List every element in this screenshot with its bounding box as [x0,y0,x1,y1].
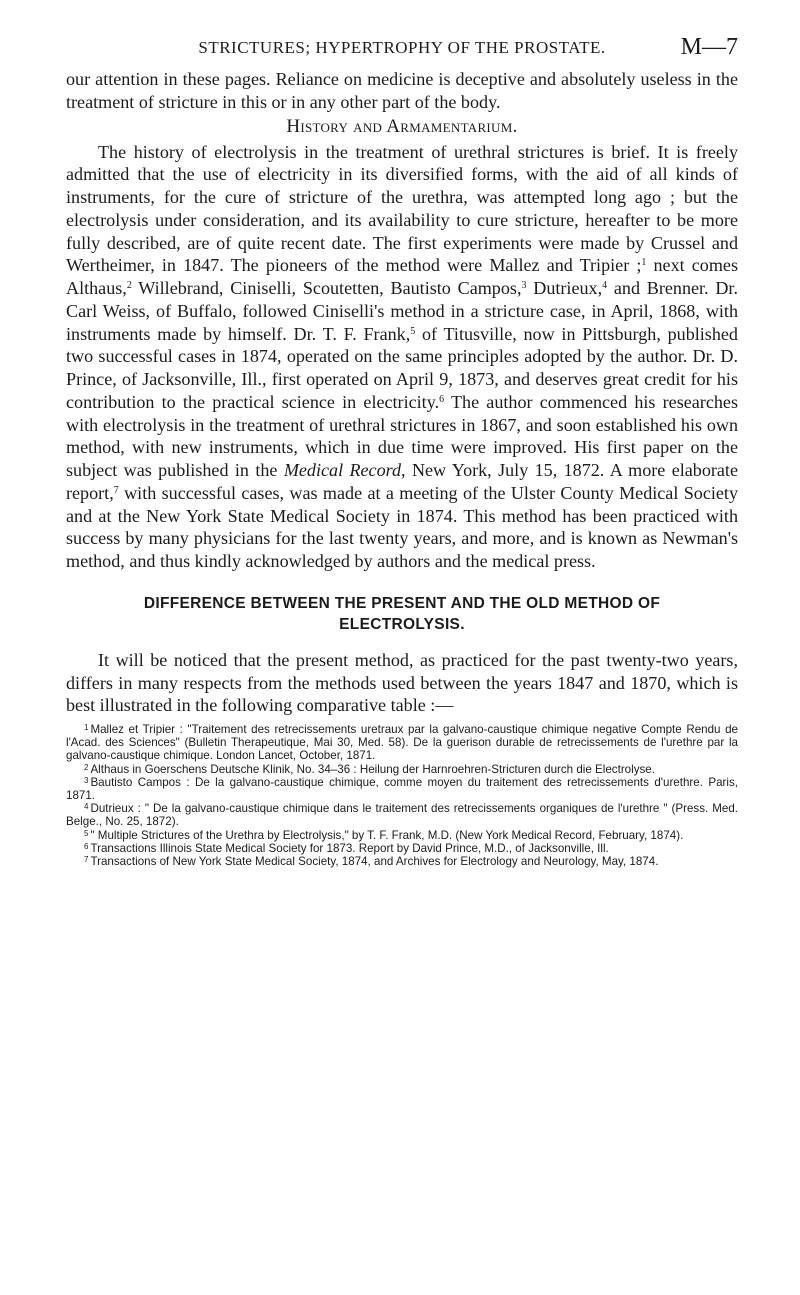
footnote-mark: 2 [84,762,89,772]
section-heading-history: History and Armamentarium. [286,115,518,137]
history-text-1: The history of electrolysis in the treatment of urethral strictures is brief. It is freely admitted that the use of electricity in its diversified forms, with the aid of all kinds of instruments, for the cure of stricture of the urethra, was attempted long ago ; but the electrolysis under consideration, and its availability to cure stricture, hereafter to be more fully described, are of quite recent date. The first experiments were made by Crussel and Wertheimer, in 1847. The pioneers of the method were Mallez and Tripier ; [66,141,738,276]
ref-1: 1 [641,257,647,269]
ref-7: 7 [113,484,119,496]
footnote [66,842,738,855]
footnote [66,763,738,776]
difference-paragraph: It will be noticed that the present method, as practiced for the past twenty-two years, differs in many respects from the methods used between the years 1847 and 1870, which is best illustrated in the following comparative table :— [66,649,738,716]
footnote-mark: 4 [84,802,89,812]
footnote-text: Mallez et Tripier : "Traitement des retrecissements uretraux par la galvano-caustique chimique negative Compte Rendu de l'Acad. des Sciences" (Bulletin Therapeutique, Mai 30, Med. 58). De la guerison durable de retrecissements de l'urethre par la galvano-caustique chimique. London Lancet, October, 1871. [66,723,738,763]
history-text-2: next comes Althaus, [66,255,738,298]
ref-4: 4 [602,280,608,291]
page [66,34,738,869]
difference-heading-line-1: DIFFERENCE BETWEEN THE PRESENT AND THE OLD METHOD OF [143,594,661,612]
ref-3: 3 [521,280,527,291]
footnote-mark: 5 [84,828,89,838]
intro-paragraph: our attention in these pages. Reliance on medicine is deceptive and absolutely useless in the treatment of stricture in this or in any other part of the body. [66,69,738,112]
section-heading-difference [66,593,738,635]
page-number: M—7 [680,34,738,60]
ref-6: 6 [439,393,445,405]
ref-2: 2 [126,280,132,291]
footnote-mark: 7 [84,855,89,865]
journal-title: Medical Record [283,460,402,480]
footnote-text: " Multiple Strictures of the Urethra by Electrolysis," by T. F. Frank, M.D. (New York Medical Record, February, 1874). [90,828,684,842]
ref-5: 5 [410,325,416,337]
footnote-text: Dutrieux : " De la galvano-caustique chimique dans le traitement des retrecissements organiques de l'urethre " (Press. Med. Belge., No. 25, 1872). [66,802,738,829]
footnote-text: Bautisto Campos : De la galvano-caustique chimique, comme moyen du traitement des retrecissements d'urethre. Paris, 1871. [66,775,738,803]
footnote-mark: 6 [84,841,89,851]
history-text-6: of Titusville, now in Pittsburgh, published two successful cases in 1874, operated on the same principles adopted by the author. Dr. D. Prince, of Jacksonville, Ill., first operated on April 9, 1873, and deserves great credit for his contribution to the practical science in electricity. [66,323,738,412]
footnotes [66,723,738,868]
footnote [66,829,738,842]
footnote [66,802,738,828]
history-text-5: and Brenner. Dr. Carl Weiss, of Buffalo, followed Ciniselli's method in a stricture case, in April, 1868, with instruments made by himself. Dr. T. F. Frank, [66,278,738,344]
running-title: STRICTURES; HYPERTROPHY OF THE PROSTATE. [198,38,606,57]
history-text-4: Dutrieux, [526,278,603,298]
difference-heading-line-2: ELECTROLYSIS. [339,615,465,633]
running-head [66,34,738,68]
footnote-mark: 1 [84,723,89,732]
footnote-text: Transactions of New York State Medical Society, 1874, and Archives for Electrology and Neurology, May, 1874. [90,855,659,869]
history-text-8: , New York, July 15, 1872. A more elaborate report, [66,460,738,503]
history-text-3: Willebrand, Ciniselli, Scoutetten, Bautisto Campos, [131,278,522,298]
footnote-text: Althaus in Goerschens Deutsche Klinik, No. 34–36 : Heilung der Harnroehren-Stricturen durch die Electrolyse. [90,762,655,776]
footnote [66,855,738,868]
history-paragraph [66,141,738,573]
history-text-7: The author commenced his researches with electrolysis in the treatment of urethral strictures in 1867, and soon established his own method, with new instruments, which in due time were improved. His first paper on the subject was published in the [66,391,738,480]
footnote-mark: 3 [84,775,89,785]
footnote [66,776,738,802]
footnote [66,723,738,763]
history-text-9: with successful cases, was made at a meeting of the Ulster County Medical Society and at the New York State Medical Society in 1874. This method has been practiced with success by many physicians for the last twenty years, and more, and is known as Newman's method, and thus kindly acknowledged by authors and the medical press. [66,482,738,571]
footnote-text: Transactions Illinois State Medical Society for 1873. Report by David Prince, M.D., of Jacksonville, Ill. [90,841,609,855]
